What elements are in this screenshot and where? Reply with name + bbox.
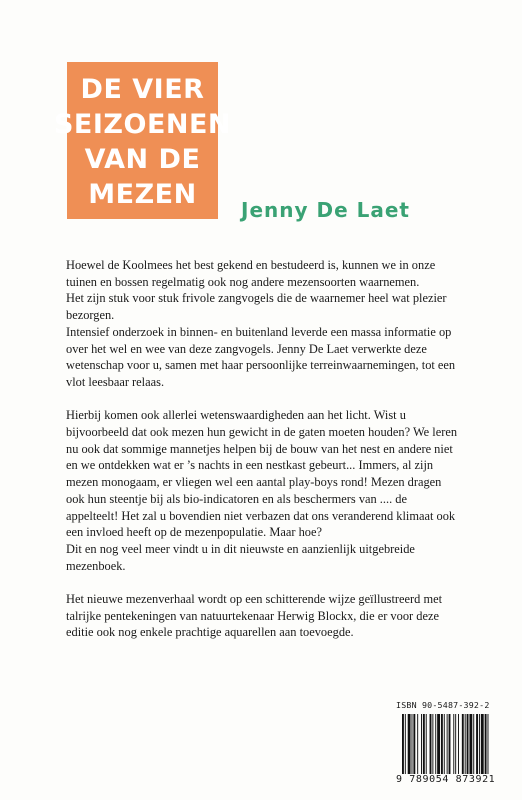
barcode-bar — [412, 714, 413, 774]
barcode-bar — [449, 714, 451, 774]
barcode-bar — [417, 714, 418, 774]
barcode-bar — [458, 714, 459, 774]
barcode-image — [402, 714, 516, 774]
barcode-bar — [476, 714, 478, 774]
paragraph-gap — [66, 391, 458, 408]
barcode-bar — [423, 714, 425, 774]
barcode-bar — [453, 714, 454, 774]
barcode-block — [396, 700, 522, 788]
isbn-label: ISBN 90-5487-392-2 — [396, 700, 490, 710]
barcode-bar — [426, 714, 427, 774]
title-line-4: MEZEN — [88, 178, 197, 210]
barcode-bar — [465, 714, 466, 774]
barcode-bar — [421, 714, 422, 774]
blurb-paragraph-1: Hoewel de Koolmees het best gekend en bestudeerd is, kunnen we in onze tuinen en bossen regelmatig ook nog andere mezensoorten waarnemen. — [66, 258, 436, 289]
blurb-paragraph-4: Hierbij komen ook allerlei wetenswaardigheden aan het licht. Wist u bijvoorbeeld dat ook mezen hun gewicht in de gaten moeten houden? We leren nu ook dat sommige mannetjes helpen bij de bouw van het nest en andere niet en we ontdekken wat er ’s nachts in een nestkast gebeurt... Immers, al zijn mezen monogaam, er vliegen wel een aantal play-boys rond! Mezen dragen ook hun steentje bij als bio-indicatoren en als beschermers van .... de appelteelt! Het zal u bovendien niet verbazen dat ons veranderend klimaat ook een invloed heeft op de mezenpopulatie. Maar hoe? — [66, 408, 458, 540]
barcode-bar — [462, 714, 464, 774]
barcode-bar — [432, 714, 433, 774]
barcode-bar — [413, 714, 415, 774]
blurb-paragraph-2: Het zijn stuk voor stuk frivole zangvogels die de waarnemer heel wat plezier bezorgen. — [66, 291, 447, 323]
barcode-bar — [481, 714, 484, 774]
author-name: Jenny De Laet — [241, 198, 410, 222]
blurb-paragraph-3: Intensief onderzoek in binnen- en buitenland leverde een massa informatie op over het wel en wee van deze zangvogels. Jenny De Laet verwerkte deze wetenschap voor u, samen met haar persoonlijke terreinwaarnemingen, tot een vlot leesbaar relaas. — [66, 324, 456, 389]
title-line-1: DE VIER — [80, 73, 205, 105]
barcode-bar — [441, 714, 443, 774]
blurb-paragraph-6: Het nieuwe mezenverhaal wordt op een schitterende wijze geïllustreerd met talrijke pentekeningen van natuurtekenaar Herwig Blockx, die er voor deze editie ook nog enkele prachtige aquarellen aan toevoegde. — [66, 592, 443, 640]
ean-digits: 9 789054 873921 — [396, 774, 496, 785]
title-line-2: SEIZOENEN — [53, 108, 232, 140]
barcode-bar — [473, 714, 474, 774]
barcode-bar — [405, 714, 406, 774]
title-block — [53, 62, 232, 219]
title-line-3: VAN DE — [84, 143, 201, 175]
barcode-bar — [402, 714, 404, 774]
blurb-text — [66, 257, 458, 641]
barcode-bar — [479, 714, 480, 774]
barcode-bar — [447, 714, 448, 774]
barcode-bar — [444, 714, 445, 774]
barcode-bar — [437, 714, 440, 774]
blurb-paragraph-5: Dit en nog veel meer vindt u in dit nieuwste en aanzienlijk uitgebreide mezenboek. — [66, 541, 415, 573]
barcode-bar — [488, 714, 489, 774]
barcode-bar — [467, 714, 469, 774]
barcode-bar — [408, 714, 411, 774]
barcode-bar — [430, 714, 432, 774]
barcode-bar — [455, 714, 456, 774]
paragraph-gap — [66, 574, 458, 591]
barcode-bar — [469, 714, 472, 774]
barcode-bar — [435, 714, 436, 774]
barcode-bar — [485, 714, 487, 774]
